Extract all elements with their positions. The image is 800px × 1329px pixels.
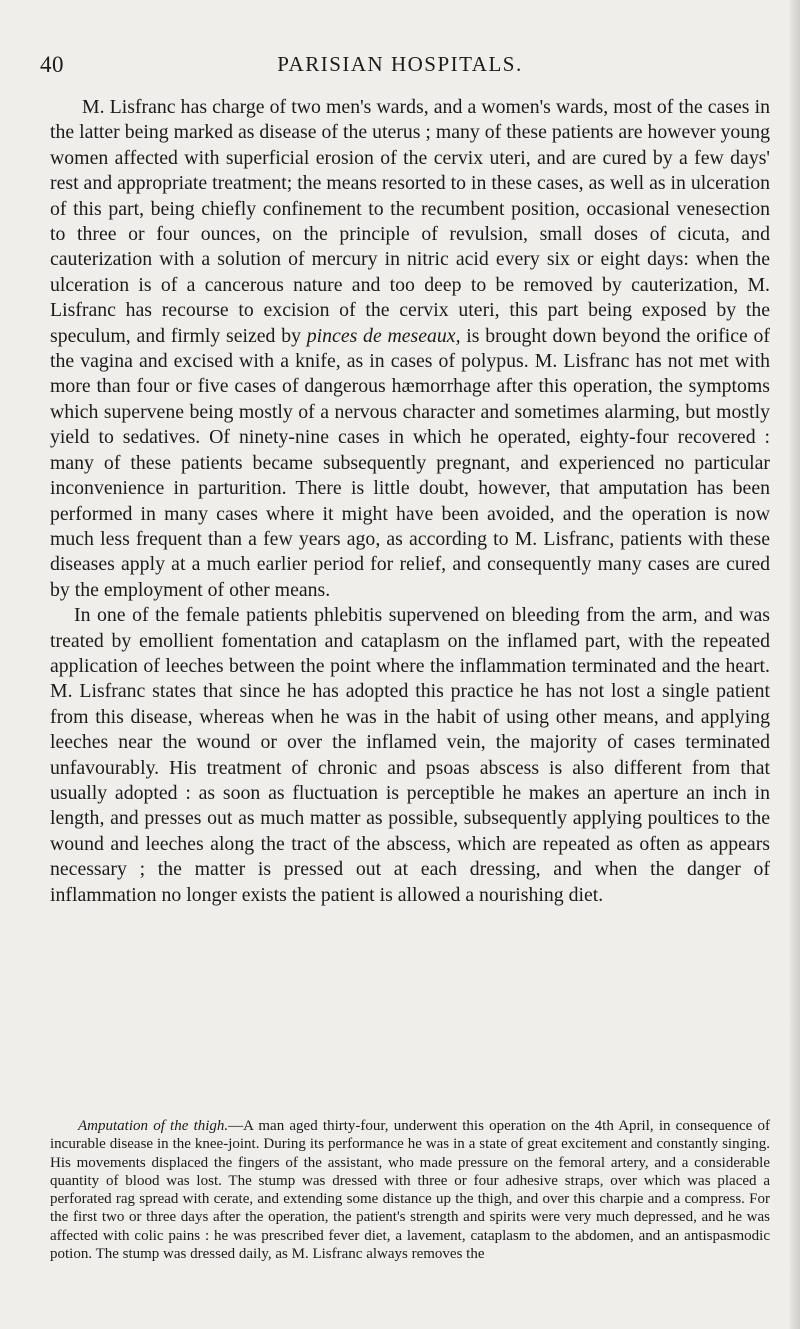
page-edge bbox=[790, 0, 800, 1329]
paragraph-text: is brought down beyond the orifice of the vagina and excised with a knife, as in cases of polypus. M. Lisfranc has not met with more than four or five cases of dangerous hæmorrhage after this operation, the symptoms which supervene being mostly of a nervous character and sometimes alarming, but mostly yield to sedatives. Of ninety-nine cases in which he operated, eighty-four recovered : many of these patients became subsequently pregnant, and experienced no particular inconvenience in parturition. There is little doubt, however, that amputation has been performed in many cases where it might have been avoided, and the operation is now much less frequent than a few years ago, as according to M. Lisfranc, patients with these diseases apply at a much earlier period for relief, and consequently many cases are cured by the employment of other means. bbox=[50, 324, 771, 601]
case-note-paragraph bbox=[50, 1117, 770, 1263]
case-note-text: —A man aged thirty-four, underwent this operation on the 4th April, in consequence of incurable disease in the knee-joint. During its performance he was in a state of great excitement and constantly singing. His movements displaced the fingers of the assistant, who made pressure on the femoral artery, and a considerable quantity of blood was lost. The stump was dressed with three or four adhesive straps, over which was placed a perforated rag spread with cerate, and extending some distance up the thigh, and over this charpie and a compress. For the first two or three days after the operation, the patient's strength and spirits were very much depressed, and he was affected with colic pains : he was prescribed fever diet, a lavement, cataplasm to the abdomen, and an antispasmodic potion. The stump was dressed daily, as M. Lisfranc always removes the bbox=[50, 1118, 770, 1263]
case-note-title: Amputation of the thigh. bbox=[78, 1118, 229, 1134]
page-number: 40 bbox=[40, 52, 64, 77]
paragraph-phlebitis: In one of the female patients phlebitis supervened on bleeding from the arm, and was treated by emollient fomentation and cataplasm on the inflamed part, with the repeated application of leeches between the point where the inflammation terminated and the heart. M. Lisfranc states that since he has adopted this practice he has not lost a single patient from this disease, whereas when he was in the habit of using other means, and applying leeches near the wound or over the inflamed vein, the majority of cases terminated unfavourably. His treatment of chronic and psoas abscess is also different from that usually adopted : as soon as fluctuation is perceptible he makes an aperture an inch in length, and presses out as much matter as possible, subsequently applying poultices to the wound and leeches along the tract of the abscess, which are repeated as often as appears necessary ; the matter is pressed out at each dressing, and when the danger of inflammation no longer exists the patient is allowed a nourishing diet. bbox=[50, 604, 770, 906]
italic-term: pinces de meseaux, bbox=[306, 324, 461, 347]
page-header bbox=[0, 52, 800, 82]
main-text bbox=[50, 95, 770, 908]
paragraph-lisfranc-wards bbox=[50, 95, 770, 603]
paragraph-text: M. Lisfranc has charge of two men's wards, and a women's wards, most of the cases in the latter being marked as disease of the uterus ; many of these patients are however young women affected with superficial erosion of the cervix uteri, and are cured by a few days' rest and appropriate treatment; the means resorted to in these cases, as well as in ulceration of this part, being chiefly confinement to the recumbent position, occasional venesection to three or four ounces, on the principle of revulsion, small doses of cicuta, and cauterization with a solution of mercury in nitric acid every six or eight days: when the ulceration is of a cancerous nature and too deep to be removed by cauterization, M. Lisfranc has recourse to excision of the cervix uteri, this part being exposed by the speculum, and firmly seized by bbox=[50, 96, 770, 347]
running-head: PARISIAN HOSPITALS. bbox=[277, 52, 523, 76]
case-note bbox=[50, 1117, 770, 1263]
